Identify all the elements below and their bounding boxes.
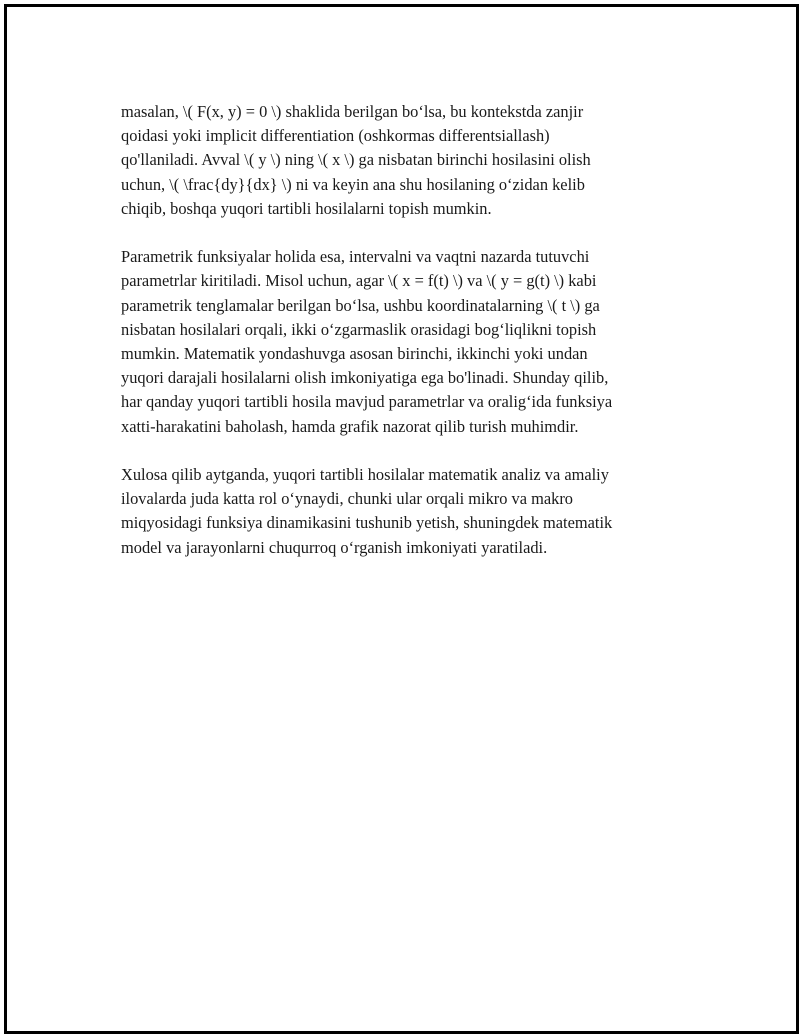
paragraph-parametric-functions: Parametrik funksiyalar holida esa, intervalni va vaqtni nazarda tutuvchi parametrlar kiritiladi. Misol uchun, agar \( x = f(t) \) va \( y = g(t) \) kabi parametrik tenglamalar berilgan bo‘lsa, ushbu koordinatalarning \( t \) ga nisbatan hosilalari orqali, ikki o‘zgarmaslik orasidagi bog‘liqlikni topish mumkin. Matematik yondashuvga asosan birinchi, ikkinchi yoki undan yuqori darajali hosilalarni olish imkoniyatiga ega bo'linadi. Shunday qilib, har qanday yuqori tartibli hosila mavjud parametrlar va oralig‘ida funksiya xatti-harakatini baholash, hamda grafik nazorat qilib turish muhimdir. — [121, 247, 613, 436]
paragraph-implicit-differentiation: masalan, \( F(x, y) = 0 \) shaklida berilgan bo‘lsa, bu kontekstda zanjir qoidasi yoki implicit differentiation (oshkormas differentsiallash) qo'llaniladi. Avval \( y \) ning \( x \) ga nisbatan birinchi hosilasini olish uchun, \( \frac{dy}{dx} \) ni va keyin ana shu hosilaning o‘zidan kelib chiqib, boshqa yuqori tartibli hosilalarni topish mumkin. — [121, 102, 591, 218]
document-body — [121, 100, 681, 584]
paragraph-conclusion: Xulosa qilib aytganda, yuqori tartibli hosilalar matematik analiz va amaliy ilovalarda juda katta rol o‘ynaydi, chunki ular orqali mikro va makro miqyosidagi funksiya dinamikasini tushunib yetish, shuningdek matematik model va jarayonlarni chuqurroq o‘rganish imkoniyati yaratiladi. — [121, 465, 613, 557]
document-page — [4, 4, 799, 1034]
